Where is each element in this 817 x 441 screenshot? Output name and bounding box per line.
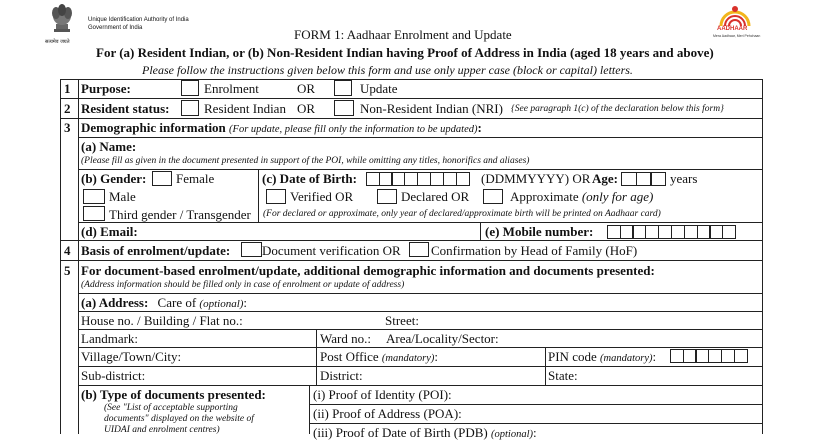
purpose-label: Purpose:	[81, 81, 131, 96]
resident-indian-label: Resident Indian	[204, 101, 286, 116]
docs-section-label: For document-based enrolment/update, additional demographic information and documents presented:	[81, 263, 655, 278]
dob-note: (For declared or approximate, only year of declared/approximate birth will be printed on Aadhaar card)	[263, 209, 661, 219]
purpose-enrolment-checkbox[interactable]	[181, 80, 199, 96]
gender-third-checkbox[interactable]	[83, 206, 105, 221]
poi-label: (i) Proof of Identity (POI):	[313, 387, 452, 402]
resident-indian-checkbox[interactable]	[181, 100, 199, 116]
resident-or: OR	[297, 101, 316, 116]
age-boxes[interactable]	[622, 172, 666, 186]
dob-approximate-note: (only for age)	[581, 189, 654, 204]
address-label-row	[81, 295, 247, 311]
care-of-optional: (optional)	[199, 298, 244, 310]
nri-note: {See paragraph 1(c) of the declaration below this form}	[511, 104, 724, 114]
village-label: Village/Town/City:	[81, 349, 182, 364]
subdistrict-label: Sub-district:	[81, 368, 146, 383]
docs-type-note-1: (See "List of acceptable supporting	[104, 403, 238, 413]
aadhaar-tagline: Mera Aadhaar, Meri Pehchaan	[713, 34, 761, 38]
pin-row	[548, 349, 656, 365]
emblem-caption: सत्यमेव जयते	[45, 39, 70, 45]
docs-type-note-2: documents" displayed on the website of	[104, 414, 254, 424]
docs-type-label: (b) Type of documents presented:	[81, 387, 266, 402]
basis-label: Basis of enrolment/update:	[81, 243, 231, 258]
nri-checkbox[interactable]	[334, 100, 354, 116]
pin-boxes[interactable]	[671, 349, 748, 363]
age-years: years	[670, 171, 698, 186]
basis-hof-checkbox[interactable]	[409, 242, 429, 257]
pin-label: PIN code	[548, 349, 597, 364]
address-label: (a) Address:	[81, 295, 149, 310]
docs-type-note-3: UIDAI and enrolment centres)	[104, 425, 220, 435]
pdb-row	[313, 425, 537, 441]
pin-mandatory: (mandatory)	[600, 353, 653, 364]
authority-line-1: Unique Identification Authority of India	[88, 17, 189, 23]
email-label: (d) Email:	[81, 224, 138, 239]
row-number-3: 3	[64, 120, 71, 135]
form-subtitle: For (a) Resident Indian, or (b) Non-Resident Indian having Proof of Address in India (aged 18 years and above)	[96, 45, 714, 60]
district-label: District:	[320, 368, 363, 383]
name-label: (a) Name:	[81, 139, 137, 154]
demographic-colon: :	[477, 120, 482, 135]
dob-declared-checkbox[interactable]	[377, 189, 397, 204]
pdb-colon: :	[533, 425, 537, 440]
docs-section-note: (Address information should be filled only in case of enrolment or update of address)	[81, 280, 405, 290]
poa-label: (ii) Proof of Address (POA):	[313, 406, 462, 421]
post-office-colon: :	[434, 349, 438, 364]
landmark-label: Landmark:	[81, 331, 139, 346]
gender-male-checkbox[interactable]	[83, 189, 105, 204]
demographic-title: Demographic information	[81, 120, 226, 135]
basis-document-checkbox[interactable]	[241, 242, 262, 257]
dob-approximate-checkbox[interactable]	[483, 189, 503, 204]
post-office-label: Post Office	[320, 349, 379, 364]
dob-declared-label: Declared OR	[401, 189, 470, 204]
age-label: Age:	[592, 171, 618, 186]
dob-format: (DDMMYYYY) OR	[481, 171, 591, 186]
authority-line-2: Government of India	[88, 25, 143, 31]
resident-status-label: Resident status:	[81, 101, 170, 116]
dob-verified-checkbox[interactable]	[266, 189, 286, 204]
dob-verified-label: Verified OR	[290, 189, 354, 204]
dob-approximate-text	[510, 189, 653, 205]
demographic-label	[81, 120, 482, 136]
pdb-label: (iii) Proof of Date of Birth (PDB)	[313, 425, 488, 440]
row-number-4: 4	[64, 243, 71, 258]
row-number-1: 1	[64, 81, 71, 96]
gender-third-label: Third gender / Transgender	[109, 207, 251, 222]
state-label: State:	[548, 368, 578, 383]
purpose-enrolment-label: Enrolment	[204, 81, 259, 96]
street-label: Street:	[385, 313, 419, 328]
demographic-note: (For update, please fill only the information to be updated)	[229, 124, 478, 135]
gender-female-checkbox[interactable]	[152, 171, 172, 186]
emblem-icon	[47, 2, 77, 40]
aadhaar-logo-text: AADHAAR	[717, 26, 748, 32]
gender-male-label: Male	[109, 189, 136, 204]
row-number-2: 2	[64, 101, 71, 116]
care-of-colon: :	[243, 295, 248, 310]
post-office-mandatory: (mandatory)	[381, 353, 435, 364]
name-note: (Please fill as given in the document presented in support of the POI, while omitting any titles, honorifics and aliases)	[81, 156, 530, 166]
basis-hof-label: Confirmation by Head of Family (HoF)	[431, 243, 638, 258]
gender-label: (b) Gender:	[81, 171, 147, 186]
row-number-5: 5	[64, 263, 71, 278]
basis-document-label: Document verification OR	[262, 243, 401, 258]
house-label: House no. / Building / Flat no.:	[81, 313, 243, 328]
care-of-label: Care of	[157, 295, 197, 310]
pin-colon: :	[652, 349, 657, 364]
ward-label: Ward no.:	[320, 331, 371, 346]
purpose-update-label: Update	[360, 81, 398, 96]
pdb-optional: (optional)	[491, 429, 534, 440]
form-instruction: Please follow the instructions given below this form and use only upper case (block or capital) letters.	[142, 63, 633, 77]
dob-approximate-label: Approximate	[510, 189, 579, 204]
dob-label: (c) Date of Birth:	[262, 171, 357, 186]
purpose-or: OR	[297, 81, 316, 96]
purpose-update-checkbox[interactable]	[334, 80, 352, 96]
gender-female-label: Female	[176, 171, 215, 186]
nri-label: Non-Resident Indian (NRI)	[360, 101, 503, 116]
post-office-row	[320, 349, 438, 365]
form-title: FORM 1: Aadhaar Enrolment and Update	[294, 27, 512, 42]
area-label: Area/Locality/Sector:	[386, 331, 499, 346]
mobile-boxes[interactable]	[608, 225, 736, 239]
dob-boxes[interactable]	[367, 172, 470, 186]
mobile-label: (e) Mobile number:	[485, 224, 594, 239]
